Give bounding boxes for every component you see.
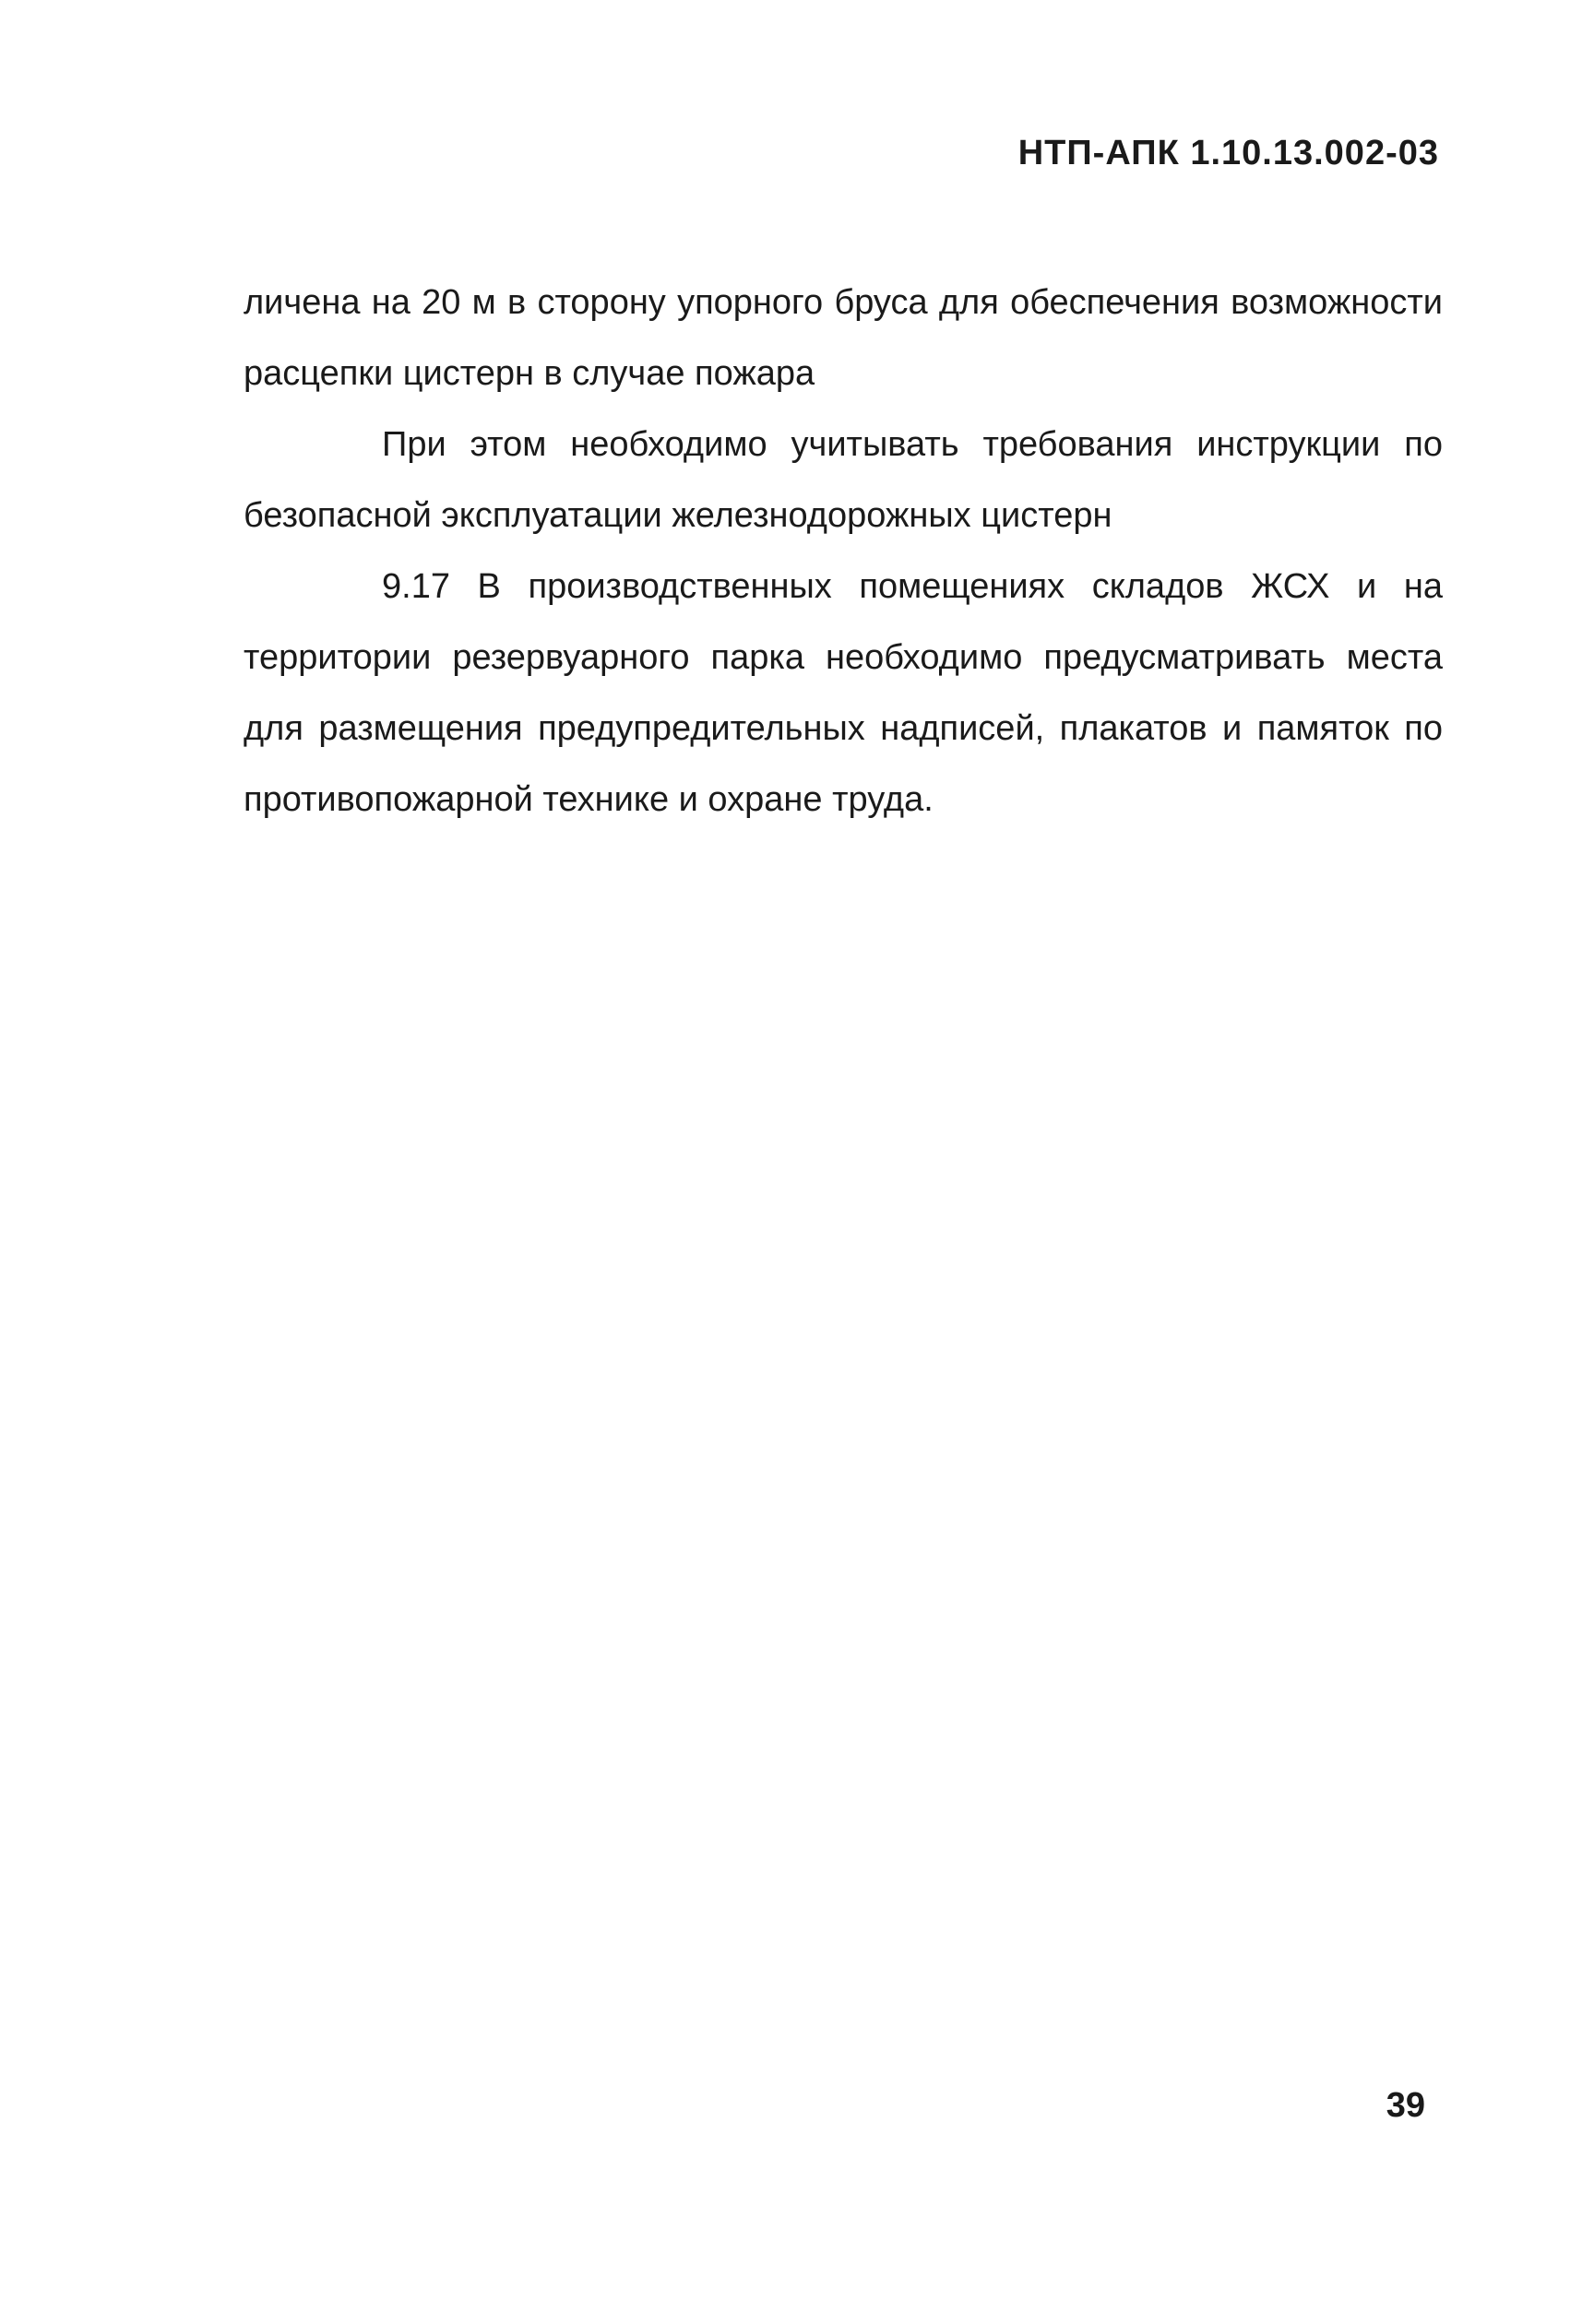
paragraph-9-17: 9.17 В производственных помещениях складов ЖСХ и на территории резервуарного парка необходимо предусматривать места для размещения предупредительных надписей, плакатов и памяток по противопожарной технике и охране труда. [244, 567, 1443, 819]
document-body [244, 267, 1443, 836]
paragraph-continuation: личена на 20 м в сторону упорного бруса для обеспечения возможности расцепки цистерн в случае пожара [244, 283, 1443, 393]
paragraph-requirements: При этом необходимо учитывать требования инструкции по безопасной эксплуатации железнодорожных цистерн [244, 425, 1443, 535]
page-number: 39 [1386, 2086, 1425, 2125]
document-code-header: НТП-АПК 1.10.13.002-03 [1017, 134, 1439, 172]
